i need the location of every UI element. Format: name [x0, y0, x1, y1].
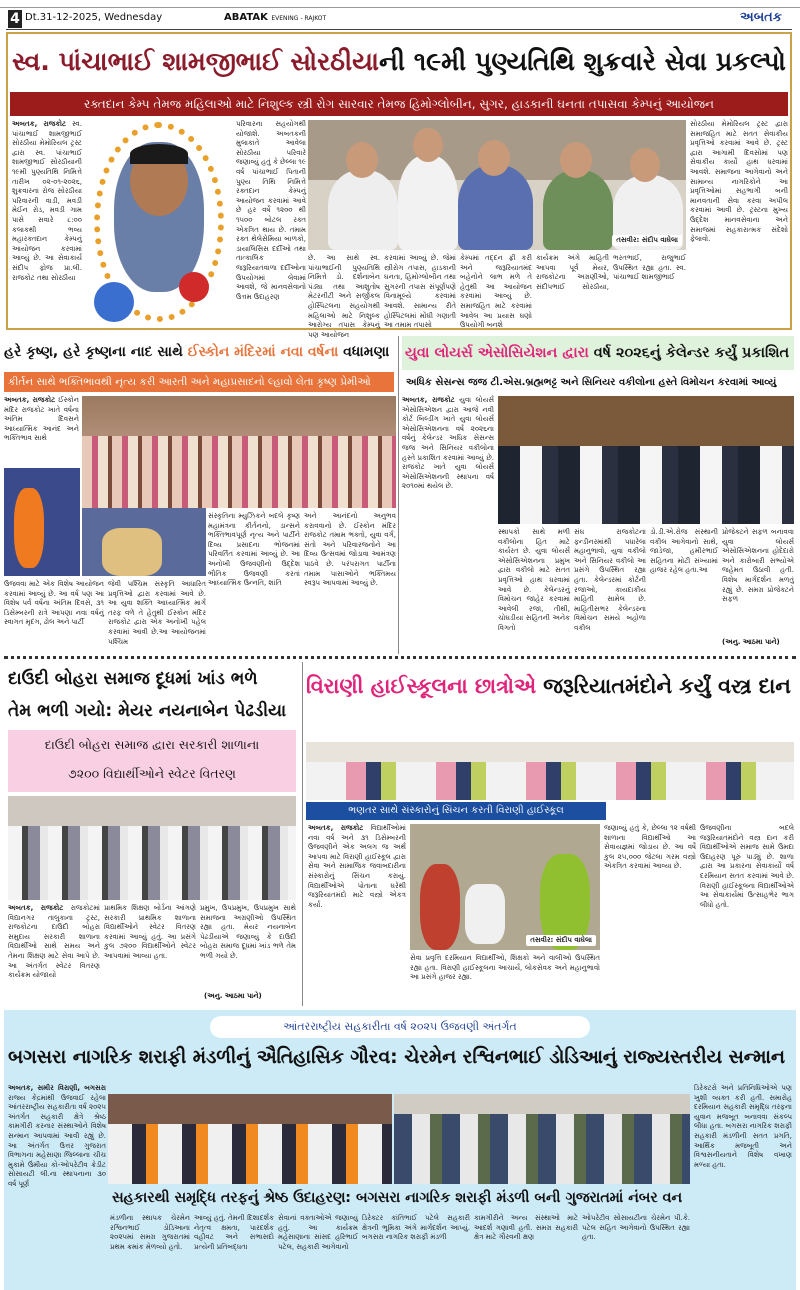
- dateline: અબતક, રાજકોટ: [8, 904, 64, 912]
- person: [458, 165, 533, 250]
- subheadline: ભણતર સાથે સંસ્કારોનું સિંચન કરતી વિરાણી હાઈસ્કૂલ: [306, 802, 606, 820]
- devotee-photo: [4, 468, 80, 576]
- headline: [402, 336, 794, 370]
- dignitaries: [108, 1124, 392, 1184]
- top-rule: [0, 7, 800, 8]
- crowd-photo: [82, 396, 396, 508]
- portrait-hair: [130, 144, 188, 164]
- headline-line1: દાઉદી બોહરા સમાજ દૂધમાં ખાંડ ભળે: [8, 669, 258, 689]
- photo-caption: તસવીર: સંદીપ વાઘેલા: [526, 935, 596, 946]
- body-col: ડિરેક્ટરો અને પ્રતિનિધિઓએ પણ ખુશી વ્યક્ત કરી હતી. સમારોહ દરમિયાન સહકારી સમૃદ્ધિ તરફના યુવાન મજબૂત બનાવવા સંકલ્પ લીધા હતા. બગસરા નાગરિક શરાફી સહકારી મંડળીની સતત પ્રગતિ, આર્થિક મજબૂતી અને વિશ્વસનીયતાને વિશેષ વખાણ મળ્યા હતા.: [694, 1084, 792, 1169]
- headline: [306, 666, 794, 706]
- subheadline-box: [8, 730, 296, 792]
- page-number: 4: [8, 10, 22, 28]
- body-col: જેવી પશ્ચિમ સંસ્કૃતિ આધારિત પ્રવૃત્તિઓ દ્વારા કરવામાં આવે છે. આ યુવા શક્તિ આધ્યાત્મિક માર્ગ તરફ વળે તે હેતુથી ઈસ્કોન મંદિર રાજકોટ દ્વારા એક અનોખી પહેલ કરવામાં આવી છે.આ આયોજનમાં પશ્ચિમ: [108, 580, 206, 646]
- body-col: પ્રોજેક્ટને સફળ બનાવવા યુવા લોયર્સ એસોસિએશનના હોદેદારો અને કારોબારી સભ્યોએ જહેમત ઉઠાવી હતી. વિશેષ માર્ગદર્શન મળતું રહ્યું છે. સમગ્ર પ્રોજેક્ટને સફળ: [722, 528, 794, 604]
- body-text: યુવા લોયર્સ એસોસિએશન દ્વારા આજે નવી કોર્ટ બિલ્ડીંગ ખાતે યુવા લોયર્સ એસોસિએશનના વર્ષ ૨૦૨૬ના વર્ષનું કેલેન્ડર અધિક સેસન્સ જજ અને સિનિયર વકીલોના હસ્તે પ્રકાશિત કરવામાં આવ્યું છે. રાજકોટ ખાતે યુવા લોયર્સ એસોસિએશનની સ્થાપના વર્ષ ૨૦૧૦માં થયેલ છે.: [402, 396, 494, 491]
- person-head: [560, 142, 592, 178]
- guests: [306, 762, 794, 800]
- body-text: વિદ્યાર્થીઓમાં નવા વર્ષ અને ૩૧ ડિસેમ્બરની ઉજવણીને એક અલગ જ અર્થ આપવા માટે વિરાણી હાઈસ્કૂલ દ્વારા સેવા અને સામાજિક જવાબદારીના સંસ્કારોનું સિંચન કરાયું. વિદ્યાર્થીઓએ પોતાના ઘરેથી જરૂરિયાતમંદો માટે વસ્ત્રો એકત્ર કર્યા.: [308, 824, 406, 909]
- body-col: [8, 904, 100, 1004]
- body-col: જણાવ્યું હતું કે, છેલ્લા ૧૨ વર્ષથી શાળાના વિદ્યાર્થીઓ આ સેવાયજ્ઞમાં જોડાય છે. આ વર્ષે કુલ ૨૫,૦૦૦ જેટલા ગરમ વસ્ત્રો એકત્રિત કરવામાં આવ્યા છે.: [604, 824, 696, 871]
- flower: [179, 272, 209, 302]
- person: [328, 170, 398, 250]
- felicitation-photo: [108, 1094, 392, 1184]
- musician: [102, 528, 162, 576]
- body-col: પરિવારના સહયોગથી યોજાશે. અબતકની મુલાકાતે આવેલા સોરઠીયા પરિવારે જણાવ્યું હતું કે છેલ્લા ૧૯ વર્ષ પાંચાભાઈ પિતાની પુણ્ય તિથિ નિમિત્તે રક્તદાન કેમ્પનું આયોજન કરવામાં આવે છે હર વર્ષે ૧૨૦૦ થી ૧૫૦૦ બોટલ રક્ત એકત્રિત થાય છે. તમામ રક્ત થેલેસેમિયા બાળકો, ડાયાલિસિસ દર્દીઓ તથા તાત્કાલિક જરૂરિયાતવાળા દર્દીઓના ઉપયોગમાં લેવામાં આવશે, જે માનવસેવાનો ઉત્તમ ઉદાહરણ: [236, 120, 306, 301]
- body-col: ઓપરેટીવ સોસાયટીના ચેરમેન પી.કે. પટેલ સહિત આગેવાનો ઉપસ્થિત રહ્યા હતા.: [582, 1214, 690, 1242]
- headline: [4, 336, 394, 368]
- portrait-photo: [84, 122, 234, 327]
- story-bagasara: [4, 1010, 796, 1290]
- body-col: સોરઠીયા મેમોરિયલ ટ્રસ્ટ દ્વારા સમાજહિત માટે સતત સેવાકીય પ્રવૃત્તિઓ કરવામાં આવે છે. ટ્રસ્ટ દ્વારા આગામી દિવસોમાં પણ સેવાકીય કાર્યો હાથ ધરવામાં આવશે. સમાજના આગેવાનો અને સામાન્ય નાગરિકોને આ પ્રવૃત્તિઓમાં સહભાગી બની માનવતાની સેવા કરવા અપીલ કરવામાં આવી છે. ટ્રસ્ટના મુખ્ય ઉદ્દેશ માનવસેવાના અને સમાજમાં સહકારાત્મક સંદેશો ફેલાવો.: [690, 120, 788, 244]
- cloth-bag: [465, 884, 505, 944]
- headline-end: વધામણા: [338, 344, 390, 360]
- award-photo: [394, 1094, 690, 1184]
- body-col: કાર્યક્રમ અંગે માહિતી આપવા પૂર્વ મેયર, રાજકોટના અગ્રણીઓ, સંદીપભાઈ સોરઠીયા, ભરતભાઈ, રાજુભાઈ ઉપસ્થિત રહ્યા હતા. સ્વ. પાંચાભાઈ શામજીભાઈ: [536, 254, 686, 291]
- column-rule: [398, 336, 399, 654]
- body-col: [8, 1084, 106, 1288]
- body-col: સ્થાપકો સાથે મળી વકીલોના હિત માટે કાર્યરત છે. યુવા લોયર્સ એસોસિએશનના પ્રમુખ દ્વારા વકીલો માટે સતત પ્રવૃત્તિઓ હાથ ધરવામાં આવે છે. કેલેન્ડરનું વિમોચન જાહેર કરવામાં આવેલી રજા, તીથી, ચોઘડીયા સહિતની અનેક વિગતો: [498, 528, 570, 632]
- headline: બગસરા નાગરિક શરાફી મંડળીનું ઐતિહાસિક ગૌરવ: ચેરમેન રશ્વિનભાઈ ડોડિઆનું રાજ્યસ્તરીય સન્માન: [8, 1047, 785, 1068]
- story-iskcon: [4, 336, 396, 654]
- press-meet-photo: [308, 120, 686, 250]
- subheadline: રક્તદાન કેમ્પ તેમજ મહિલાઓ માટે નિશુલ્ક સ્ત્રી રોગ સારવાર તેમજ હિમોગ્લોબીન, સુગર, હાડકાની ઘનતા તપાસવા કેમ્પનું આયોજન: [10, 92, 788, 116]
- body-text: સ્વ. પાંચાભાઈ શામજીભાઈ સોરઠીયા મેમોરિયલ ટ્રસ્ટ દ્વારા સ્વ. પાંચાભાઈ શામજીભાઈ સોરઠીયાની ૧૯મી પુણ્યતિથિ નિમિત્તે તારીખ ૦૨-૦૧-૨૦૨૬, શુક્રવારના રોજ સોરઠીયા પરિવારની વાડી, મવડી મેઈન રોડ, મવડી ગામ પાસે સવારે ૮:૦૦ કલાકથી ભવ્ય મહારક્તદાન કેમ્પનું આયોજન કરવામાં આવ્યું છે. આ સેવાકાર્ય સંદીપ ફોજ પ્રા.લી. રાજકોટ તથા સોરઠીયા: [12, 120, 82, 282]
- person-head: [346, 142, 378, 178]
- lawyers-with-calendars: [498, 446, 794, 524]
- subheadline-line1: દાઉદી બોહરા સમાજ દ્વારા સરકારી શાળાના: [44, 737, 260, 752]
- students: [8, 826, 296, 900]
- devotee-figure: [14, 488, 44, 568]
- column-rule: [302, 662, 303, 1006]
- headline-orange: ઈસ્કોન મંદિરમાં નવા વર્ષના: [187, 344, 339, 360]
- person-head: [478, 140, 510, 176]
- masthead-rule: [6, 29, 792, 30]
- body-text: ઈસ્કોન મંદિર રાજકોટ ખાતે વર્ષના અંતિમ દિવસને આધ્યાત્મિક આનંદ અને ભક્તિભાવ સાથે: [4, 396, 79, 443]
- dateline: અબતક, રાજકોટ: [308, 824, 364, 832]
- body-col: ઉજવવા માટે એક વિશેષ આયોજન કરવામાં આવ્યું છે. આ વર્ષ પણ આ વિશેષ પર્વ વર્ષના અંતિમ દિવસે, ૩૧ ડિસેમ્બરની રાત્રે આપણા નવા વર્ષનું સ્વાગત મૃદંગ, ઢોલ અને પાર્ટી: [4, 580, 104, 627]
- headline-red: સ્વ. પાંચાભાઈ શામજીભાઈ સોરઠીયા: [12, 47, 379, 76]
- subheadline-line2: ૭૨૦૦ વિદ્યાર્થીઓને સ્વેટર વિતરણ: [68, 766, 236, 781]
- subheadline: સહકારથી સમૃદ્ધિ તરફનું શ્રેષ્ઠ ઉદાહરણ: બગસરા નાગરિક શરાફી મંડળી બની ગુજરાતમાં નંબર વન: [112, 1190, 683, 1206]
- guests-photo: [306, 742, 794, 800]
- body-col: [402, 396, 494, 651]
- story-lawyers-calendar: [402, 336, 794, 654]
- story-virani-school: [306, 662, 796, 1006]
- dateline: અબતક, સમીર વિરાણી, બગસરા: [8, 1084, 106, 1092]
- flower: [94, 282, 134, 322]
- body-col: [308, 824, 406, 1004]
- person-head: [413, 128, 443, 162]
- body-col: સંઘ રાજકોટના ફન્ડીનરમાંથી પધારેલા મહાનુભાવો, યુવા વકીલો અને સિનિયર વકીલો આ પ્રસંગે ઉપસ્થિત રહ્યા હતા. કેલેન્ડરમાં કોર્ટની રજાઓ, કાયદાકીય માહિતી સામેલ છે. માહિતીસભર કેલેન્ડરના વિમોચન સમયે બહોળા વકીલ: [574, 528, 646, 632]
- dateline: અબતક, રાજકોટ: [12, 120, 67, 128]
- photo-caption: તસવીર: સંદીપ વાઘેલા: [612, 235, 682, 246]
- body-col: છે. આ સાથે સ્વ. પાંચાભાઈની પુણ્યતિથિ નિમિત્તે ડો. દર્શનાબેન પંડ્યા તથા આશુતોષ મેટરનીટી અને સર્જીકલ હોસ્પિટલના સહયોગથી મહિલાઓ માટે નિશુલ્ક આરોગ્ય તપાસ કેમ્પનું પણ આયોજન: [308, 254, 380, 339]
- body-col: સેવા પ્રવૃત્તિ દરમિયાન વિદ્યાર્થીઓ, શિક્ષકો અને વાલીઓ ઉપસ્થિત રહ્યા હતા. વિરાણી હાઈસ્કૂલના આચાર્ય, લોકસેવક અને મહાનુભાવો આ પ્રસંગે હાજર રહ્યા.: [410, 954, 600, 982]
- body-col: સંસ્કૃતિના મ્યુઝિકને બદલે કૃષ્ણ મહામંત્રના કીર્તનનો, ડાન્સને ભક્તિભાવપૂર્ણ નૃત્ય અને પાર્ટીને દિવ્ય પ્રસાદના ભોજનમાં પરિવર્તિત કરવામાં આવ્યું છે. આ અનોખી ઉજવણીનો ઉદ્દેશ ભૌતિક ઉજવણી કરતાં આધ્યાત્મિક ઉન્નતિ, શાંતિ: [208, 512, 300, 588]
- body-col: પ્રમુખ, ઉપપ્રમુખ, ઉપપ્રમુખ સાથે સમાજના અગ્રણીઓ ઉપસ્થિત રહ્યા હતા. મેયર નયનાબેન પેઢડીયાએ જણાવ્યું કે દાઉદી બોહરા સમાજ દૂધમાં ખાંડ ભળે તેમ ભળી ગયો છે.: [200, 904, 296, 960]
- person: [398, 155, 458, 250]
- body-col: ઉજવણીના બદલે જરૂરિયાતમંદોને વસ્ત્ર દાન કરી વિદ્યાર્થીઓએ સમાજ સામે ઉમદા ઉદાહરણ પૂરું પાડ્યું છે. શાળા દ્વારા આ પ્રકારના સેવાકાર્યો વર્ષ દરમિયાન સતત કરવામાં આવે છે. વિરાણી હાઈસ્કૂલના વિદ્યાર્થીઓએ આ સેવાકાર્યમાં ઉત્સાહભેર ભાગ લીધો હતો.: [700, 824, 794, 909]
- headline: [12, 38, 786, 86]
- body-text: રાજકોટમાં વિદ્યાનગર તાલુકાના ટ્રસ્ટ, રાજકોટના દાઉદી બોહરા સમુદાય સરકારી શાળાના વિદ્યાર્થીઓ સાથે સમય અને તેમના શિક્ષણ માટે સેવા આપે છે. આ અંતર્ગત સ્વેટર વિતરણ કાર્યક્રમ યોજાયો: [8, 904, 100, 980]
- headline-line2: તેમ ભળી ગયો: મેયર નયનાબેન પેઢડીયા: [8, 701, 287, 721]
- continued-note: (અનુ. આઠમા પાને): [722, 638, 780, 646]
- body-col: પ્રાથમિક શિક્ષણ બોર્ડના આંગણે સરકારી પ્રાથમિક શાળાના વિદ્યાર્થીઓને સ્વેટર વિતરણ કરવામાં આવ્યું હતું. આ પ્રસંગે કુલ ૭૨૦૦ વિદ્યાર્થીઓને સ્વેટર આપવામાં આવ્યા હતા.: [104, 904, 196, 960]
- section-divider: [4, 656, 796, 659]
- headline-black: ની ૧૯મી પુણ્યતિથિ શુક્રવારે સેવા પ્રકલ્પો: [378, 47, 786, 76]
- headline-pink: વિરાણી હાઈસ્કૂલના છાત્રોએ: [306, 674, 536, 698]
- woman-figure: [420, 864, 460, 950]
- story-sorathiya: [6, 32, 792, 339]
- subheadline: કીર્તન સાથે ભક્તિભાવથી નૃત્ય કરી આરતી અને મહાપ્રસાદનો લ્હાવો લેતા કૃષ્ણ પ્રેમીઓ: [4, 372, 394, 392]
- date: Dt.31-12-2025, Wednesday: [25, 12, 163, 23]
- person-head: [630, 148, 660, 182]
- dateline: અબતક, રાજકોટ: [402, 396, 455, 404]
- sweater-distribution-photo: [8, 796, 296, 900]
- dateline: અબતક, રાજકોટ: [4, 396, 56, 404]
- body-text: રાજ્ય કેંદ્રમાંથી ઉજવાઈ રહેલા આંતરરાષ્ટ્રીય સહકારીતા વર્ષ ૨૦૨૫ અંતર્ગત સહકારી ક્ષેત્રે શ્રેષ્ઠ કામગીરી કરનાર સંસ્થાઓને વિશેષ સન્માન આપવામાં આવી રહ્યું છે. આ અંતર્ગત ઉત્તર ગુજરાત વિભાગના મહેસાણા જિલ્લાના ચીચ મુકામે ઉંમીયા કો-ઓપરેટીવ ક્રેડીટ સોસાયટી લી.ના સ્થાપનાના ૩૦ વર્ષ પૂર્ણ: [8, 1093, 106, 1188]
- paper-title: ABATAK: [224, 12, 268, 23]
- kirtan-photo: [82, 508, 206, 576]
- body-col: સેવાનાં વક્તાઓએ જણાવ્યું હતું. આ કાર્યક્રમ મહેસાણાના સાંસદ હરિભાઈ પટેલ, સહકારી આગેવાનો: [278, 1214, 358, 1251]
- body-col: ડો.ડી.એ.રોજ સંસ્થાની વકીલ આગેવાનો સાથે, જાડેજા, હમીરભાઈ સહિતના મોટી સંખ્યામાં હાજર રહેલ હતા.આ: [650, 528, 718, 575]
- continued-note: (અનુ. આઠમા પાને): [204, 992, 262, 1000]
- paper-name: [224, 12, 326, 23]
- crowd: [82, 436, 396, 508]
- cloth-donation-photo: [410, 824, 600, 950]
- headline-black: જરૂરિયાતમંદોને કર્યું વસ્ત્ર દાન: [535, 674, 791, 698]
- body-col: ડિરેક્ટર કાંતિભાઈ પટેલે સહકારી ક્ષેત્રની ભૂમિકા અંગે માર્ગદર્શન આપ્યું. બગસરા નાગરિક શરાફી મંડળી: [362, 1214, 470, 1242]
- headline-black: હરે કૃષ્ણ, હરે કૃષ્ણના નાદ સાથે: [4, 344, 188, 360]
- headline-black: વર્ષ ૨૦૨૬નું કેલેન્ડર કર્યું પ્રકાશિત: [588, 345, 790, 361]
- body-col: [12, 120, 82, 325]
- body-col: અને આનંદનો અનુભવ કરાવવાનો છે. ઈસ્કોન મંદિર રાજકોટ તમામ ભક્તો, યુવા વર્ગ, સંતો અને પરિવારજનોને આ દિવ્ય ઉત્સવમાં જોડાવા આમંત્રણ પાઠવે છે. પરંપરાગત પાર્ટીના તમામ પાસાઓને ભક્તિમય સ્વરૂપ આપવામાં આવ્યું છે.: [304, 512, 396, 588]
- body-col: [4, 396, 79, 466]
- calendar-launch-photo: [498, 396, 794, 524]
- body-col: આવ્યું હતું. તેમની દિશાદર્શક નેતૃત્વ ક્ષમતા, પારદર્શક વહીવટ અને સભાસદો પ્રત્યેની પ્રતિબદ્ધતા: [194, 1214, 274, 1251]
- edition: EVENING - RAJKOT: [271, 15, 327, 22]
- body-col: કામગીરીને અન્ય સંસ્થાઓ માટે આદર્શ ગણાવી હતી. સમગ્ર સહકારી ક્ષેત્ર માટે ગૌરવની ક્ષણ: [474, 1214, 578, 1242]
- headline-pink: યુવા લોયર્સ એસોસિયેશન દ્વારા: [405, 345, 589, 361]
- person: [543, 170, 613, 250]
- story-bohra: [4, 662, 300, 1006]
- kicker: આંતરરાષ્ટ્રીય સહકારીતા વર્ષ ૨૦૨૫ ઉજવણી અંતર્ગત: [210, 1016, 590, 1038]
- body-col: કેમ્પમાં તદ્દન ફ્રી કરી અને જરૂરિયાતમંદ બહેનોને લાભ મળે તે હેતુથી આ આયોજન કરવામાં આવ્યું છે. સમાજહિત માટે કરવામાં આવેલ આ પ્રયાસ ઘણો ઉપયોગી બનશે: [460, 254, 532, 330]
- subheadline: અધિક સેસન્સ જજ ટી.એસ.બ્રહ્મભટ્ટ અને સિનિયર વકીલોના હસ્તે વિમોચન કરવામાં આવ્યું: [406, 377, 777, 388]
- body-col: કરવામાં આવ્યું છે. જેમાં સ્ત્રીરોગ તપાસ, હાડકાની ઘનતા, હિમોગ્લોબીન તથા સુગરની તપાસ સંપૂર્ણપણે વિનામૂલ્યે કરવામાં આવશે. સામાન્ય રીતે હોસ્પિટલમાં મોંઘી ગણાતી આ તમામ તપાસો: [384, 254, 456, 330]
- logo: અબતક: [740, 10, 782, 25]
- award-recipients: [394, 1114, 690, 1184]
- body-col: મંડળીના સ્થાપક ચેરમેન રશ્વિનભાઈ ડોડિઆના ૨૦૨૫માં સમગ્ર ગુજરાતમાં પ્રથમ ક્રમાંક મેળવ્યો હતો.: [110, 1214, 190, 1251]
